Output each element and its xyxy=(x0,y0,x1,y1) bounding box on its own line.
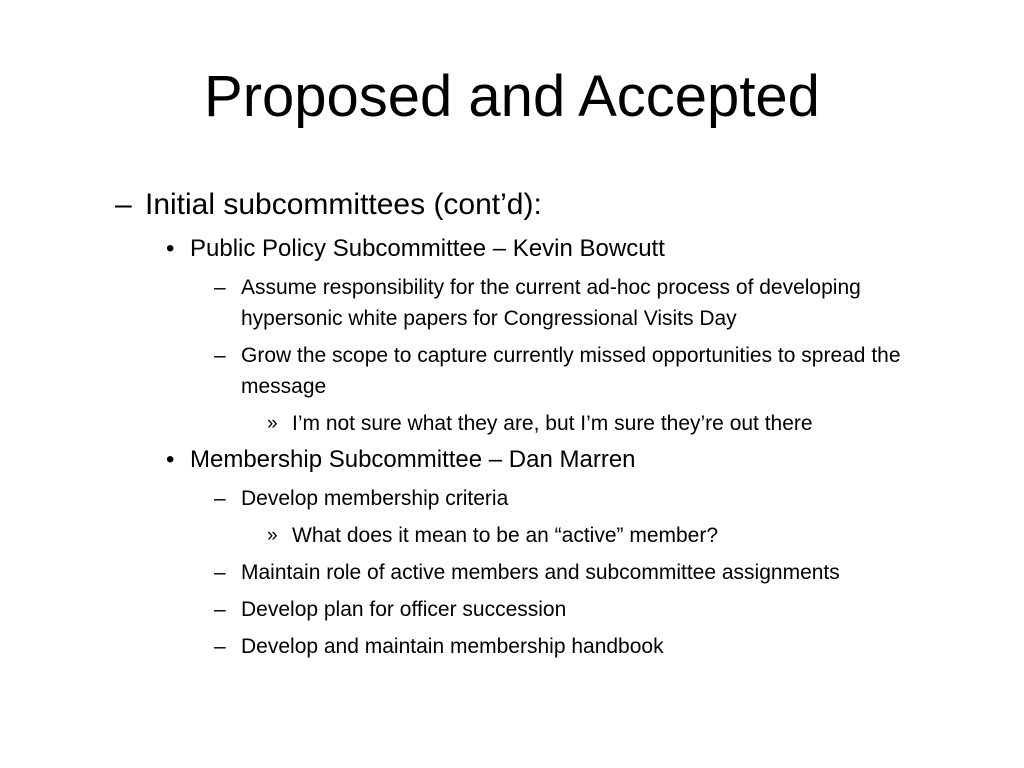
list-item xyxy=(0,272,1024,334)
list-item xyxy=(0,594,1024,625)
list-item-text: Assume responsibility for the current ad-hoc process of developing hypersonic white papers for Congressional Visits Day xyxy=(241,276,861,330)
heading-item xyxy=(0,187,1024,223)
list-item xyxy=(0,631,1024,662)
dash-marker: – xyxy=(214,598,226,621)
sub-list-item xyxy=(0,408,1024,439)
sub-list-item-text: What does it mean to be an “active” member? xyxy=(292,524,719,547)
dash-marker: – xyxy=(214,561,226,584)
subcommittee-name: Membership Subcommittee – Dan Marren xyxy=(190,446,636,473)
dash-marker: – xyxy=(214,635,226,658)
slide-body xyxy=(0,187,1024,668)
slide-title: Proposed and Accepted xyxy=(204,64,820,129)
sub-list-item xyxy=(0,520,1024,551)
list-item xyxy=(0,483,1024,514)
sub-list-item-text: I’m not sure what they are, but I’m sure they’re out there xyxy=(292,412,813,435)
dash-marker: – xyxy=(214,276,226,299)
list-item xyxy=(0,557,1024,588)
list-item-text: Maintain role of active members and subcommittee assignments xyxy=(241,561,840,584)
bullet-marker: • xyxy=(166,235,175,262)
chevron-marker: » xyxy=(267,413,278,434)
list-item xyxy=(0,340,1024,402)
subcommittee-item-public-policy xyxy=(0,234,1024,264)
list-item-text: Develop membership criteria xyxy=(241,487,509,510)
list-item-text: Grow the scope to capture currently missed opportunities to spread the message xyxy=(241,344,901,398)
dash-marker: – xyxy=(115,188,132,221)
dash-marker: – xyxy=(214,487,226,510)
bullet-marker: • xyxy=(166,446,175,473)
subcommittee-item-membership xyxy=(0,445,1024,475)
chevron-marker: » xyxy=(267,525,278,546)
list-item-text: Develop plan for officer succession xyxy=(241,598,567,621)
heading-text: Initial subcommittees (cont’d): xyxy=(145,188,542,221)
subcommittee-name: Public Policy Subcommittee – Kevin Bowcutt xyxy=(190,235,665,262)
list-item-text: Develop and maintain membership handbook xyxy=(241,635,664,658)
dash-marker: – xyxy=(214,344,226,367)
